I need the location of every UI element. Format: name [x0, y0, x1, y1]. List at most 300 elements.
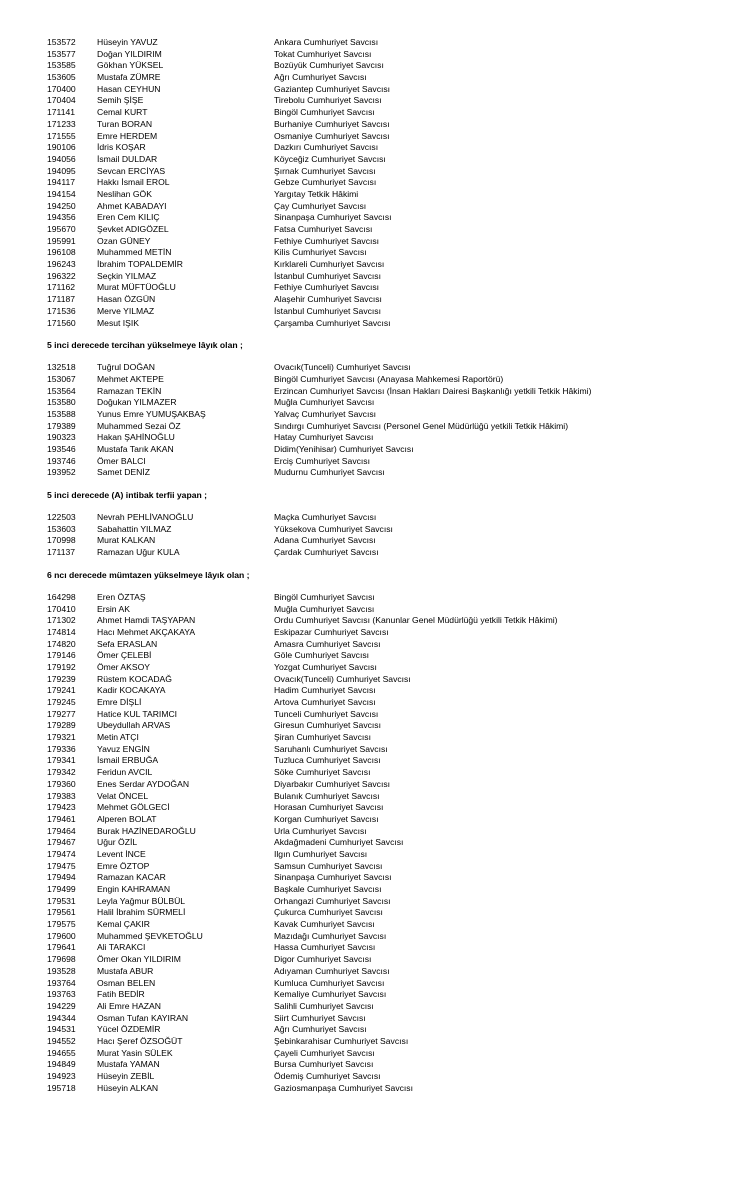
position: Didim(Yenihisar) Cumhuriyet Savcısı: [274, 444, 414, 454]
position: Ödemiş Cumhuriyet Savcısı: [274, 1071, 381, 1081]
registry-number: 179475: [47, 860, 76, 871]
list-row: [47, 837, 737, 849]
position: Tirebolu Cumhuriyet Savcısı: [274, 95, 382, 106]
position: Başkale Cumhuriyet Savcısı: [274, 884, 382, 894]
section-heading: 5 inci derecede tercihan yükselmeye lâyık olan ;: [47, 340, 243, 351]
registry-number: 153585: [47, 60, 76, 71]
position: Horasan Cumhuriyet Savcısı: [274, 802, 384, 813]
position: Ovacık(Tunceli) Cumhuriyet Savcısı: [274, 362, 411, 373]
person-name: Ersin AK: [97, 603, 130, 614]
person-name: Muhammed Sezai ÖZ: [97, 420, 181, 431]
registry-number: 170400: [47, 83, 76, 94]
person-name: İsmail ERBUĞA: [97, 755, 159, 766]
list-row: [47, 1048, 737, 1060]
list-row: [47, 282, 737, 294]
position: Bulanık Cumhuriyet Savcısı: [274, 790, 380, 801]
person-name: Hüseyin ALKAN: [97, 1082, 159, 1093]
registry-number: 194229: [47, 1000, 76, 1011]
person-name: Hasan CEYHUN: [97, 83, 161, 94]
list-row: [47, 456, 737, 468]
person-name: Doğukan YILMAZER: [97, 397, 177, 408]
list-row: [47, 627, 737, 639]
position: Diyarbakır Cumhuriyet Savcısı: [274, 778, 391, 789]
registry-number: 153564: [47, 385, 76, 396]
registry-number: 194849: [47, 1059, 76, 1070]
registry-number: 179499: [47, 884, 76, 894]
registry-number: 195718: [47, 1082, 76, 1093]
position: İstanbul Cumhuriyet Savcısı: [274, 270, 381, 281]
position: Artova Cumhuriyet Savcısı: [274, 697, 376, 707]
list-row: [47, 978, 737, 990]
registry-number: 179360: [47, 778, 76, 789]
registry-number: 194356: [47, 212, 76, 223]
person-name: Mustafa ZÜMRE: [97, 72, 161, 83]
list-row: [47, 131, 737, 143]
person-name: Ahmet Hamdi TAŞYAPAN: [97, 615, 196, 626]
person-name: Levent İNCE: [97, 848, 146, 859]
person-name: Emre ÖZTOP: [97, 860, 150, 871]
position: Hatay Cumhuriyet Savcısı: [274, 432, 374, 443]
registry-number: 179241: [47, 685, 76, 696]
person-name: Hatice KUL TARIMCI: [97, 708, 178, 719]
list-row: [47, 884, 737, 896]
position: Şiran Cumhuriyet Savcısı: [274, 732, 371, 743]
list-row: [47, 919, 737, 931]
position: Hassa Cumhuriyet Savcısı: [274, 942, 376, 953]
registry-number: 179600: [47, 930, 76, 941]
registry-number: 179192: [47, 661, 76, 672]
position: Ağrı Cumhuriyet Savcısı: [274, 72, 367, 83]
registry-number: 153580: [47, 397, 76, 408]
person-name: Ömer AKSOY: [97, 661, 151, 672]
list-row: [47, 1001, 737, 1013]
registry-number: 194655: [47, 1047, 76, 1058]
registry-number: 194344: [47, 1012, 76, 1023]
list-row: [47, 294, 737, 306]
registry-number: 179277: [47, 708, 76, 719]
registry-number: 153577: [47, 48, 76, 59]
person-name: Sefa ERASLAN: [97, 638, 158, 649]
list-row: [47, 931, 737, 943]
registry-number: 179575: [47, 919, 76, 930]
list-row: [47, 1024, 737, 1036]
person-name: Murat Yasin SÜLEK: [97, 1047, 173, 1058]
person-name: Ahmet KABADAYI: [97, 200, 167, 211]
position: Yüksekova Cumhuriyet Savcısı: [274, 523, 393, 534]
list-row: [47, 907, 737, 919]
position: Bursa Cumhuriyet Savcısı: [274, 1059, 374, 1070]
position: Kemaliye Cumhuriyet Savcısı: [274, 989, 387, 1000]
person-name: Şevket ADIGÖZEL: [97, 224, 169, 234]
person-name: Ali Emre HAZAN: [97, 1000, 161, 1011]
list-row: [47, 201, 737, 213]
registry-number: 179146: [47, 650, 76, 661]
list-row: [47, 861, 737, 873]
position: Dazkırı Cumhuriyet Savcısı: [274, 142, 379, 153]
position: Bingöl Cumhuriyet Savcısı: [274, 591, 375, 602]
registry-number: 170404: [47, 95, 76, 106]
position: Çukurca Cumhuriyet Savcısı: [274, 907, 383, 918]
list-row: [47, 896, 737, 908]
registry-number: 195991: [47, 235, 76, 246]
position: Ağrı Cumhuriyet Savcısı: [274, 1024, 367, 1035]
list-row: [47, 524, 737, 536]
registry-number: 194056: [47, 153, 76, 164]
person-name: Eren Cem KILIÇ: [97, 212, 160, 223]
person-name: Ali TARAKCI: [97, 942, 146, 953]
position: Çarşamba Cumhuriyet Savcısı: [274, 317, 391, 328]
list-row: [47, 720, 737, 732]
registry-number: 179342: [47, 767, 76, 778]
position: Çayeli Cumhuriyet Savcısı: [274, 1047, 375, 1058]
registry-number: 179289: [47, 720, 76, 731]
person-name: Hacı Şeref ÖZSOĞÜT: [97, 1035, 183, 1046]
position: Siirt Cumhuriyet Savcısı: [274, 1012, 366, 1023]
list-row: [47, 409, 737, 421]
document-body: [47, 37, 737, 1094]
person-name: Sevcan ERCİYAS: [97, 165, 166, 176]
person-name: Cemal KURT: [97, 107, 148, 118]
position: Samsun Cumhuriyet Savcısı: [274, 860, 383, 871]
person-name: Ömer BALCI: [97, 455, 146, 466]
position: Maçka Cumhuriyet Savcısı: [274, 512, 377, 523]
list-row: [47, 615, 737, 627]
list-row: [47, 592, 737, 604]
list-row: [47, 166, 737, 178]
person-name: Halil İbrahim SÜRMELİ: [97, 907, 186, 918]
registry-number: 171137: [47, 547, 76, 558]
registry-number: 193952: [47, 467, 76, 478]
position: Salihli Cumhuriyet Savcısı: [274, 1000, 374, 1011]
person-name: Leyla Yağmur BÜLBÜL: [97, 895, 186, 906]
position: Gebze Cumhuriyet Savcısı: [274, 177, 377, 188]
person-name: Sabahattin YILMAZ: [97, 523, 172, 534]
person-name: Eren ÖZTAŞ: [97, 591, 146, 602]
person-name: Yücel ÖZDEMİR: [97, 1024, 161, 1035]
list-row: [47, 849, 737, 861]
list-row: [47, 247, 737, 259]
registry-number: 193764: [47, 977, 76, 988]
person-name: Muhammed ŞEVKETOĞLU: [97, 930, 203, 941]
person-name: Murat MÜFTÜOĞLU: [97, 282, 176, 293]
registry-number: 194552: [47, 1035, 76, 1046]
registry-number: 171233: [47, 118, 76, 129]
person-name: Rüstem KOCADAĞ: [97, 673, 172, 684]
list-row: [47, 421, 737, 433]
registry-number: 193546: [47, 444, 76, 454]
list-row: [47, 212, 737, 224]
person-name: Kemal ÇAKIR: [97, 919, 151, 930]
registry-number: 194154: [47, 188, 76, 199]
position: Adana Cumhuriyet Savcısı: [274, 535, 376, 546]
registry-number: 179474: [47, 848, 76, 859]
position: Yalvaç Cumhuriyet Savcısı: [274, 408, 377, 419]
registry-number: 179531: [47, 895, 76, 906]
person-name: Osman BELEN: [97, 977, 156, 988]
list-row: [47, 709, 737, 721]
registry-number: 171536: [47, 305, 76, 316]
position: Bingöl Cumhuriyet Savcısı (Anayasa Mahkemesi Raportörü): [274, 373, 504, 384]
position: Urla Cumhuriyet Savcısı: [274, 825, 367, 836]
registry-number: 171162: [47, 282, 76, 293]
registry-number: 171555: [47, 130, 76, 141]
person-name: Uğur ÖZİL: [97, 837, 138, 848]
list-row: [47, 1013, 737, 1025]
person-name: Murat KALKAN: [97, 535, 156, 546]
list-row: [47, 374, 737, 386]
person-name: Mustafa Tarık AKAN: [97, 444, 174, 454]
position: Çay Cumhuriyet Savcısı: [274, 200, 367, 211]
person-name: Neslihan GÖK: [97, 188, 152, 199]
position: Mudurnu Cumhuriyet Savcısı: [274, 467, 385, 478]
list-row: [47, 107, 737, 119]
person-name: Turan BORAN: [97, 118, 153, 129]
position: Şırnak Cumhuriyet Savcısı: [274, 165, 376, 176]
registry-number: 164298: [47, 591, 76, 602]
list-row: [47, 177, 737, 189]
list-row: [47, 826, 737, 838]
list-row: [47, 697, 737, 709]
section-heading: 6 ncı derecede mümtazen yükselmeye lâyık olan ;: [47, 569, 250, 580]
position: Eskipazar Cumhuriyet Savcısı: [274, 626, 389, 637]
list-row: [47, 60, 737, 72]
position: Muğla Cumhuriyet Savcısı: [274, 603, 375, 614]
registry-number: 179423: [47, 802, 76, 813]
person-name: Hasan ÖZGÜN: [97, 294, 156, 305]
registry-number: 179641: [47, 942, 76, 953]
registry-number: 196322: [47, 270, 76, 281]
section: [47, 559, 737, 1095]
registry-number: 179239: [47, 673, 76, 684]
position: Muğla Cumhuriyet Savcısı: [274, 397, 375, 408]
person-name: Mesut IŞIK: [97, 317, 140, 328]
registry-number: 153572: [47, 37, 76, 47]
list-row: [47, 224, 737, 236]
position: Orhangazi Cumhuriyet Savcısı: [274, 895, 391, 906]
registry-number: 170998: [47, 535, 76, 546]
person-name: Merve YILMAZ: [97, 305, 155, 316]
position: Digor Cumhuriyet Savcısı: [274, 954, 372, 965]
list-row: [47, 814, 737, 826]
person-name: Ramazan KACAR: [97, 872, 166, 883]
registry-number: 179698: [47, 954, 76, 965]
position: Bingöl Cumhuriyet Savcısı: [274, 107, 375, 118]
list-row: [47, 512, 737, 524]
list-row: [47, 779, 737, 791]
list-row: [47, 989, 737, 1001]
person-name: Ramazan TEKİN: [97, 385, 162, 396]
section: [47, 479, 737, 559]
list-row: [47, 271, 737, 283]
position: Ankara Cumhuriyet Savcısı: [274, 37, 379, 47]
person-name: Mehmet AKTEPE: [97, 373, 164, 384]
position: Hadim Cumhuriyet Savcısı: [274, 685, 376, 696]
person-name: Muhammed METİN: [97, 247, 172, 258]
list-row: [47, 95, 737, 107]
list-row: [47, 386, 737, 398]
position: Söke Cumhuriyet Savcısı: [274, 767, 371, 778]
registry-number: 195670: [47, 224, 76, 234]
position: Erciş Cumhuriyet Savcısı: [274, 455, 370, 466]
list-row: [47, 802, 737, 814]
registry-number: 171187: [47, 294, 76, 305]
position: Gaziantep Cumhuriyet Savcısı: [274, 83, 391, 94]
registry-number: 193746: [47, 455, 76, 466]
registry-number: 179464: [47, 825, 76, 836]
position: Yozgat Cumhuriyet Savcısı: [274, 661, 377, 672]
registry-number: 153588: [47, 408, 76, 419]
person-name: Doğan YILDIRIM: [97, 48, 162, 59]
position: Adıyaman Cumhuriyet Savcısı: [274, 965, 390, 976]
person-name: İbrahim TOPALDEMİR: [97, 259, 183, 270]
list-row: [47, 154, 737, 166]
position: Ilgın Cumhuriyet Savcısı: [274, 848, 368, 859]
section: [47, 37, 737, 329]
registry-number: 179383: [47, 790, 76, 801]
registry-number: 179561: [47, 907, 76, 918]
list-row: [47, 432, 737, 444]
registry-number: 196243: [47, 259, 76, 270]
position: Giresun Cumhuriyet Savcısı: [274, 720, 381, 731]
position: Sinanpaşa Cumhuriyet Savcısı: [274, 872, 392, 883]
person-name: Osman Tufan KAYIRAN: [97, 1012, 189, 1023]
list-row: [47, 49, 737, 61]
registry-number: 193763: [47, 989, 76, 1000]
person-name: Emre DİŞLİ: [97, 697, 142, 707]
list-row: [47, 37, 737, 49]
list-row: [47, 662, 737, 674]
person-name: Ramazan Uğur KULA: [97, 547, 180, 558]
position: Fatsa Cumhuriyet Savcısı: [274, 224, 373, 234]
position: Korgan Cumhuriyet Savcısı: [274, 813, 379, 824]
person-name: Velat ÖNCEL: [97, 790, 149, 801]
person-name: Feridun AVCIL: [97, 767, 153, 778]
position: Ovacık(Tunceli) Cumhuriyet Savcısı: [274, 673, 411, 684]
list-row: [47, 639, 737, 651]
registry-number: 171302: [47, 615, 76, 626]
list-row: [47, 685, 737, 697]
position: Osmaniye Cumhuriyet Savcısı: [274, 130, 390, 141]
list-row: [47, 966, 737, 978]
person-name: Hacı Mehmet AKÇAKAYA: [97, 626, 196, 637]
position: Alaşehir Cumhuriyet Savcısı: [274, 294, 382, 305]
registry-number: 190106: [47, 142, 76, 153]
list-row: [47, 84, 737, 96]
person-name: Ubeydullah ARVAS: [97, 720, 171, 731]
person-name: İsmail DULDAR: [97, 153, 158, 164]
position: Şebinkarahisar Cumhuriyet Savcısı: [274, 1035, 409, 1046]
list-row: [47, 791, 737, 803]
registry-number: 179467: [47, 837, 76, 848]
list-row: [47, 397, 737, 409]
list-row: [47, 604, 737, 616]
person-name: Hüseyin YAVUZ: [97, 37, 158, 47]
person-name: Tuğrul DOĞAN: [97, 362, 155, 373]
position: İstanbul Cumhuriyet Savcısı: [274, 305, 381, 316]
list-row: [47, 142, 737, 154]
registry-number: 190323: [47, 432, 76, 443]
person-name: Hakkı İsmail EROL: [97, 177, 170, 188]
list-row: [47, 1036, 737, 1048]
registry-number: 122503: [47, 512, 76, 523]
person-name: Samet DENİZ: [97, 467, 151, 478]
position: Çardak Cumhuriyet Savcısı: [274, 547, 379, 558]
list-row: [47, 189, 737, 201]
section: [47, 329, 737, 479]
list-row: [47, 650, 737, 662]
registry-number: 193528: [47, 965, 76, 976]
position: Burhaniye Cumhuriyet Savcısı: [274, 118, 390, 129]
list-row: [47, 535, 737, 547]
registry-number: 179494: [47, 872, 76, 883]
position: Gaziosmanpaşa Cumhuriyet Savcısı: [274, 1082, 413, 1093]
list-row: [47, 444, 737, 456]
position: Amasra Cumhuriyet Savcısı: [274, 638, 381, 649]
section-heading: 5 inci derecede (A) intibak terfii yapan ;: [47, 490, 207, 501]
person-name: Alperen BOLAT: [97, 813, 157, 824]
list-row: [47, 732, 737, 744]
person-name: Ömer Okan YILDIRIM: [97, 954, 181, 965]
person-name: Hakan ŞAHİNOĞLU: [97, 432, 175, 443]
person-name: İdris KOŞAR: [97, 142, 146, 153]
position: Kilis Cumhuriyet Savcısı: [274, 247, 367, 258]
position: Akdağmadeni Cumhuriyet Savcısı: [274, 837, 404, 848]
list-row: [47, 236, 737, 248]
person-name: Engin KAHRAMAN: [97, 884, 171, 894]
person-name: Yunus Emre YUMUŞAKBAŞ: [97, 408, 206, 419]
person-name: Ömer ÇELEBİ: [97, 650, 152, 661]
registry-number: 179461: [47, 813, 76, 824]
registry-number: 153067: [47, 373, 76, 384]
list-row: [47, 767, 737, 779]
registry-number: 153605: [47, 72, 76, 83]
position: Erzincan Cumhuriyet Savcısı (İnsan Hakları Dairesi Başkanlığı yetkili Tetkik Hâkimi): [274, 385, 592, 396]
list-row: [47, 674, 737, 686]
registry-number: 194923: [47, 1071, 76, 1081]
registry-number: 132518: [47, 362, 76, 373]
list-row: [47, 259, 737, 271]
registry-number: 179341: [47, 755, 76, 766]
registry-number: 179336: [47, 743, 76, 754]
position: Yargıtay Tetkik Hâkimi: [274, 188, 359, 199]
registry-number: 170410: [47, 603, 76, 614]
position: Mazıdağı Cumhuriyet Savcısı: [274, 930, 387, 941]
list-row: [47, 872, 737, 884]
position: Sındırgı Cumhuriyet Savcısı (Personel Genel Müdürlüğü yetkili Tetkik Hâkimi): [274, 420, 569, 431]
person-name: Seçkin YILMAZ: [97, 270, 157, 281]
registry-number: 174820: [47, 638, 76, 649]
position: Kırklareli Cumhuriyet Savcısı: [274, 259, 385, 270]
position: Tokat Cumhuriyet Savcısı: [274, 48, 372, 59]
position: Tuzluca Cumhuriyet Savcısı: [274, 755, 381, 766]
list-row: [47, 1083, 737, 1095]
position: Kumluca Cumhuriyet Savcısı: [274, 977, 385, 988]
registry-number: 179245: [47, 697, 76, 707]
person-name: Kadir KOCAKAYA: [97, 685, 166, 696]
list-row: [47, 942, 737, 954]
registry-number: 194250: [47, 200, 76, 211]
list-row: [47, 1059, 737, 1071]
registry-number: 179389: [47, 420, 76, 431]
person-name: Nevrah PEHLİVANOĞLU: [97, 512, 194, 523]
person-name: Metin ATÇI: [97, 732, 139, 743]
position: Kavak Cumhuriyet Savcısı: [274, 919, 375, 930]
position: Köyceğiz Cumhuriyet Savcısı: [274, 153, 386, 164]
person-name: Gökhan YÜKSEL: [97, 60, 164, 71]
registry-number: 174814: [47, 626, 76, 637]
registry-number: 196108: [47, 247, 76, 258]
person-name: Burak HAZİNEDAROĞLU: [97, 825, 196, 836]
